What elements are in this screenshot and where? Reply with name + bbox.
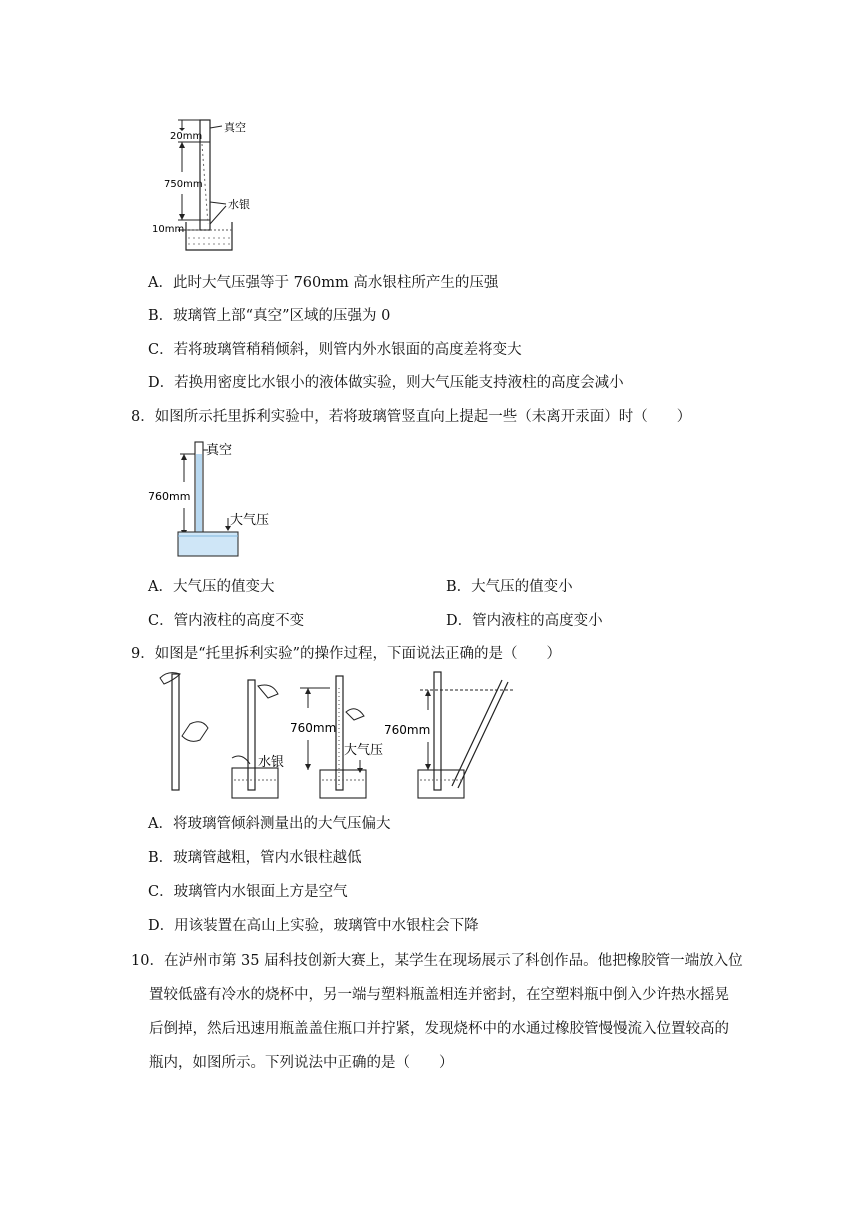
figure-torricelli-dimensions (150, 112, 270, 257)
q10-line-1: 10．在泸州市第 35 届科技创新大赛上，某学生在现场展示了科创作品。他把橡胶管一端放入位 (131, 953, 743, 969)
q10-line-4: 瓶内，如图所示。下列说法中正确的是（ ） (149, 1055, 454, 1071)
vacuum-label: 真空 (224, 121, 246, 134)
q8-atm-label: 大气压 (230, 513, 270, 528)
q9-option-d: D．用该装置在高山上实验，玻璃管中水银柱会下降 (148, 918, 479, 934)
q7-option-c: C．若将玻璃管稍稍倾斜，则管内外水银面的高度差将变大 (148, 342, 522, 358)
q9-atm-label: 大气压 (344, 743, 384, 758)
q9-760mm-label-b: 760mm (384, 723, 431, 737)
q9-option-a: A．将玻璃管倾斜测量出的大气压偏大 (148, 816, 391, 832)
q7-option-a: A．此时大气压强等于 760mm 高水银柱所产生的压强 (148, 275, 499, 291)
q8-option-c: C．管内液柱的高度不变 (148, 613, 305, 629)
q9-stem: 9．如图是“托里拆利实验”的操作过程，下面说法正确的是（ ） (131, 646, 562, 662)
q9-mercury-label: 水银 (258, 755, 285, 770)
q8-760mm-label: 760mm (148, 490, 191, 503)
dim-20mm-label: 20mm (170, 131, 203, 142)
q9-option-c: C．玻璃管内水银面上方是空气 (148, 884, 348, 900)
q9-760mm-label-a: 760mm (290, 721, 337, 735)
q10-line-3: 后倒掉，然后迅速用瓶盖盖住瓶口并拧紧，发现烧杯中的水通过橡胶管慢慢流入位置较高的 (149, 1021, 729, 1037)
q8-option-b: B．大气压的值变小 (446, 579, 573, 595)
mercury-label: 水银 (228, 198, 250, 211)
q10-line-2: 置较低盛有冷水的烧杯中，另一端与塑料瓶盖相连并密封，在空塑料瓶中倒入少许热水摇晃 (149, 987, 729, 1003)
dim-10mm-label: 10mm (152, 224, 185, 235)
q9-option-b: B．玻璃管越粗，管内水银柱越低 (148, 850, 362, 866)
q7-option-b: B．玻璃管上部“真空”区域的压强为 0 (148, 308, 391, 324)
q8-stem: 8．如图所示托里拆利实验中，若将玻璃管竖直向上提起一些（未离开汞面）时（ ） (131, 409, 692, 425)
q8-option-d: D．管内液柱的高度变小 (446, 613, 603, 629)
q8-vacuum-label: 真空 (206, 443, 233, 458)
dim-750mm-label: 750mm (164, 179, 203, 190)
figure-q9-procedure (150, 668, 520, 803)
figure-q8-torricelli (140, 438, 290, 563)
q8-option-a: A．大气压的值变大 (148, 579, 275, 595)
q7-option-d: D．若换用密度比水银小的液体做实验，则大气压能支持液柱的高度会减小 (148, 375, 624, 391)
